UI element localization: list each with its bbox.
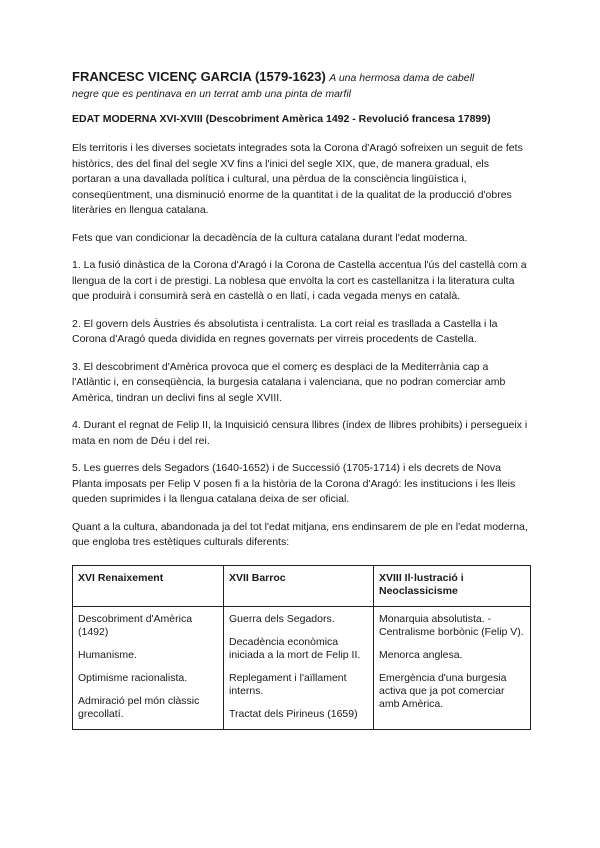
list-item: Tractat dels Pirineus (1659) (229, 707, 358, 720)
list-item: Admiració pel món clàssic grecollatí. (78, 694, 200, 720)
paragraph-fact-1: 1. La fusió dinàstica de la Corona d'Aragó i la Corona de Castella accentua l'ús del castellà com a llengua de la cort i de prestigi. La noblesa que envolta la cort es castellanitza i la literatura culta que produirà i consumirà serà en castellà o en llatí, i cada vegada menys en català. (72, 259, 527, 302)
document-title: FRANCESC VICENÇ GARCIA (1579-1623) (72, 69, 326, 84)
table-header-illustracio: XVIII Il·lustració i Neoclassicisme (374, 565, 531, 606)
paragraph-intro: Els territoris i les diverses societats integrades sota la Corona d'Aragó sofreixen un seguit de fets històrics, des del final del segle XV fins a l'inici del segle XIX, que, de manera gradual, els portaran a una davallada política i cultural, una pèrdua de la consciència lingüística i, conseqüentment, una disminució enorme de la quantitat i de la qualitat de la producció d'obres literàries en llengua catalana. (72, 142, 523, 216)
table-header-barroc: XVII Barroc (224, 565, 374, 606)
document-subtitle-part2: negre que es pentinava en un terrat amb una pinta de marfil (72, 88, 352, 100)
paragraph-fact-3: 3. El descobriment d'Amèrica provoca que el comerç es desplaci de la Mediterrània cap a l'Atlàntic i, en conseqüència, la burgesia catalana i valenciana, que no podran comerciar amb Amèrica, tindran un declivi fins al segle XVIII. (72, 360, 506, 404)
document-page (72, 68, 530, 730)
list-item: Guerra dels Segadors. (229, 612, 335, 625)
paragraph-fact-5: 5. Les guerres dels Segadors (1640-1652) i de Successió (1705-1714) i els decrets de Nova Planta imposats per Felip V posen fi a la història de la Corona d'Aragó: les institucions i les lleis queden suprimides i la llengua catalana deixa de ser oficial. (72, 462, 516, 505)
list-item: Menorca anglesa. (379, 648, 463, 661)
table-row (73, 606, 531, 729)
paragraph-facts-lead: Fets que van condicionar la decadència de la cultura catalana durant l'edat moderna. (72, 231, 468, 244)
list-item: Optimisme racionalista. (78, 671, 188, 684)
paragraph-fact-4: 4. Durant el regnat de Felip II, la Inquisició censura llibres (índex de llibres prohibits) i persegueix i mata en nom de Déu i del rei. (72, 419, 528, 447)
list-item: Emergència d'una burgesia activa que ja pot comerciar amb Amèrica. (379, 671, 507, 710)
list-item: Descobriment d'Amèrica (1492) (78, 612, 193, 638)
table-cell-illustracio (374, 606, 531, 729)
section-heading: EDAT MODERNA XVI-XVIII (Descobriment Amèrica 1492 - Revolució francesa 17899) (72, 113, 491, 125)
list-item: Monarquia absolutista. - Centralisme borbònic (Felip V). (379, 612, 524, 638)
list-item: Humanisme. (78, 648, 137, 661)
title-line (72, 68, 530, 87)
table-cell-barroc (224, 606, 374, 729)
list-item: Replegament i l'aïllament interns. (229, 671, 347, 697)
table-cell-renaixement (73, 606, 224, 729)
table-header-row (73, 565, 531, 606)
table-header-renaixement: XVI Renaixement (73, 565, 224, 606)
paragraph-fact-2: 2. El govern dels Àustries és absolutista i centralista. La cort reial es trasllada a Castella i la Corona d'Aragó queda dividida en regnes governats per virreis procedents de Castella. (72, 317, 498, 345)
paragraph-culture: Quant a la cultura, abandonada ja del tot l'edat mitjana, ens endinsarem de ple en l'edat moderna, que engloba tres estètiques culturals diferents: (72, 520, 528, 548)
list-item: Decadència econòmica iniciada a la mort de Felip II. (229, 635, 361, 661)
cultural-styles-table (72, 565, 531, 730)
document-subtitle-part1: A una hermosa dama de cabell (329, 72, 475, 84)
